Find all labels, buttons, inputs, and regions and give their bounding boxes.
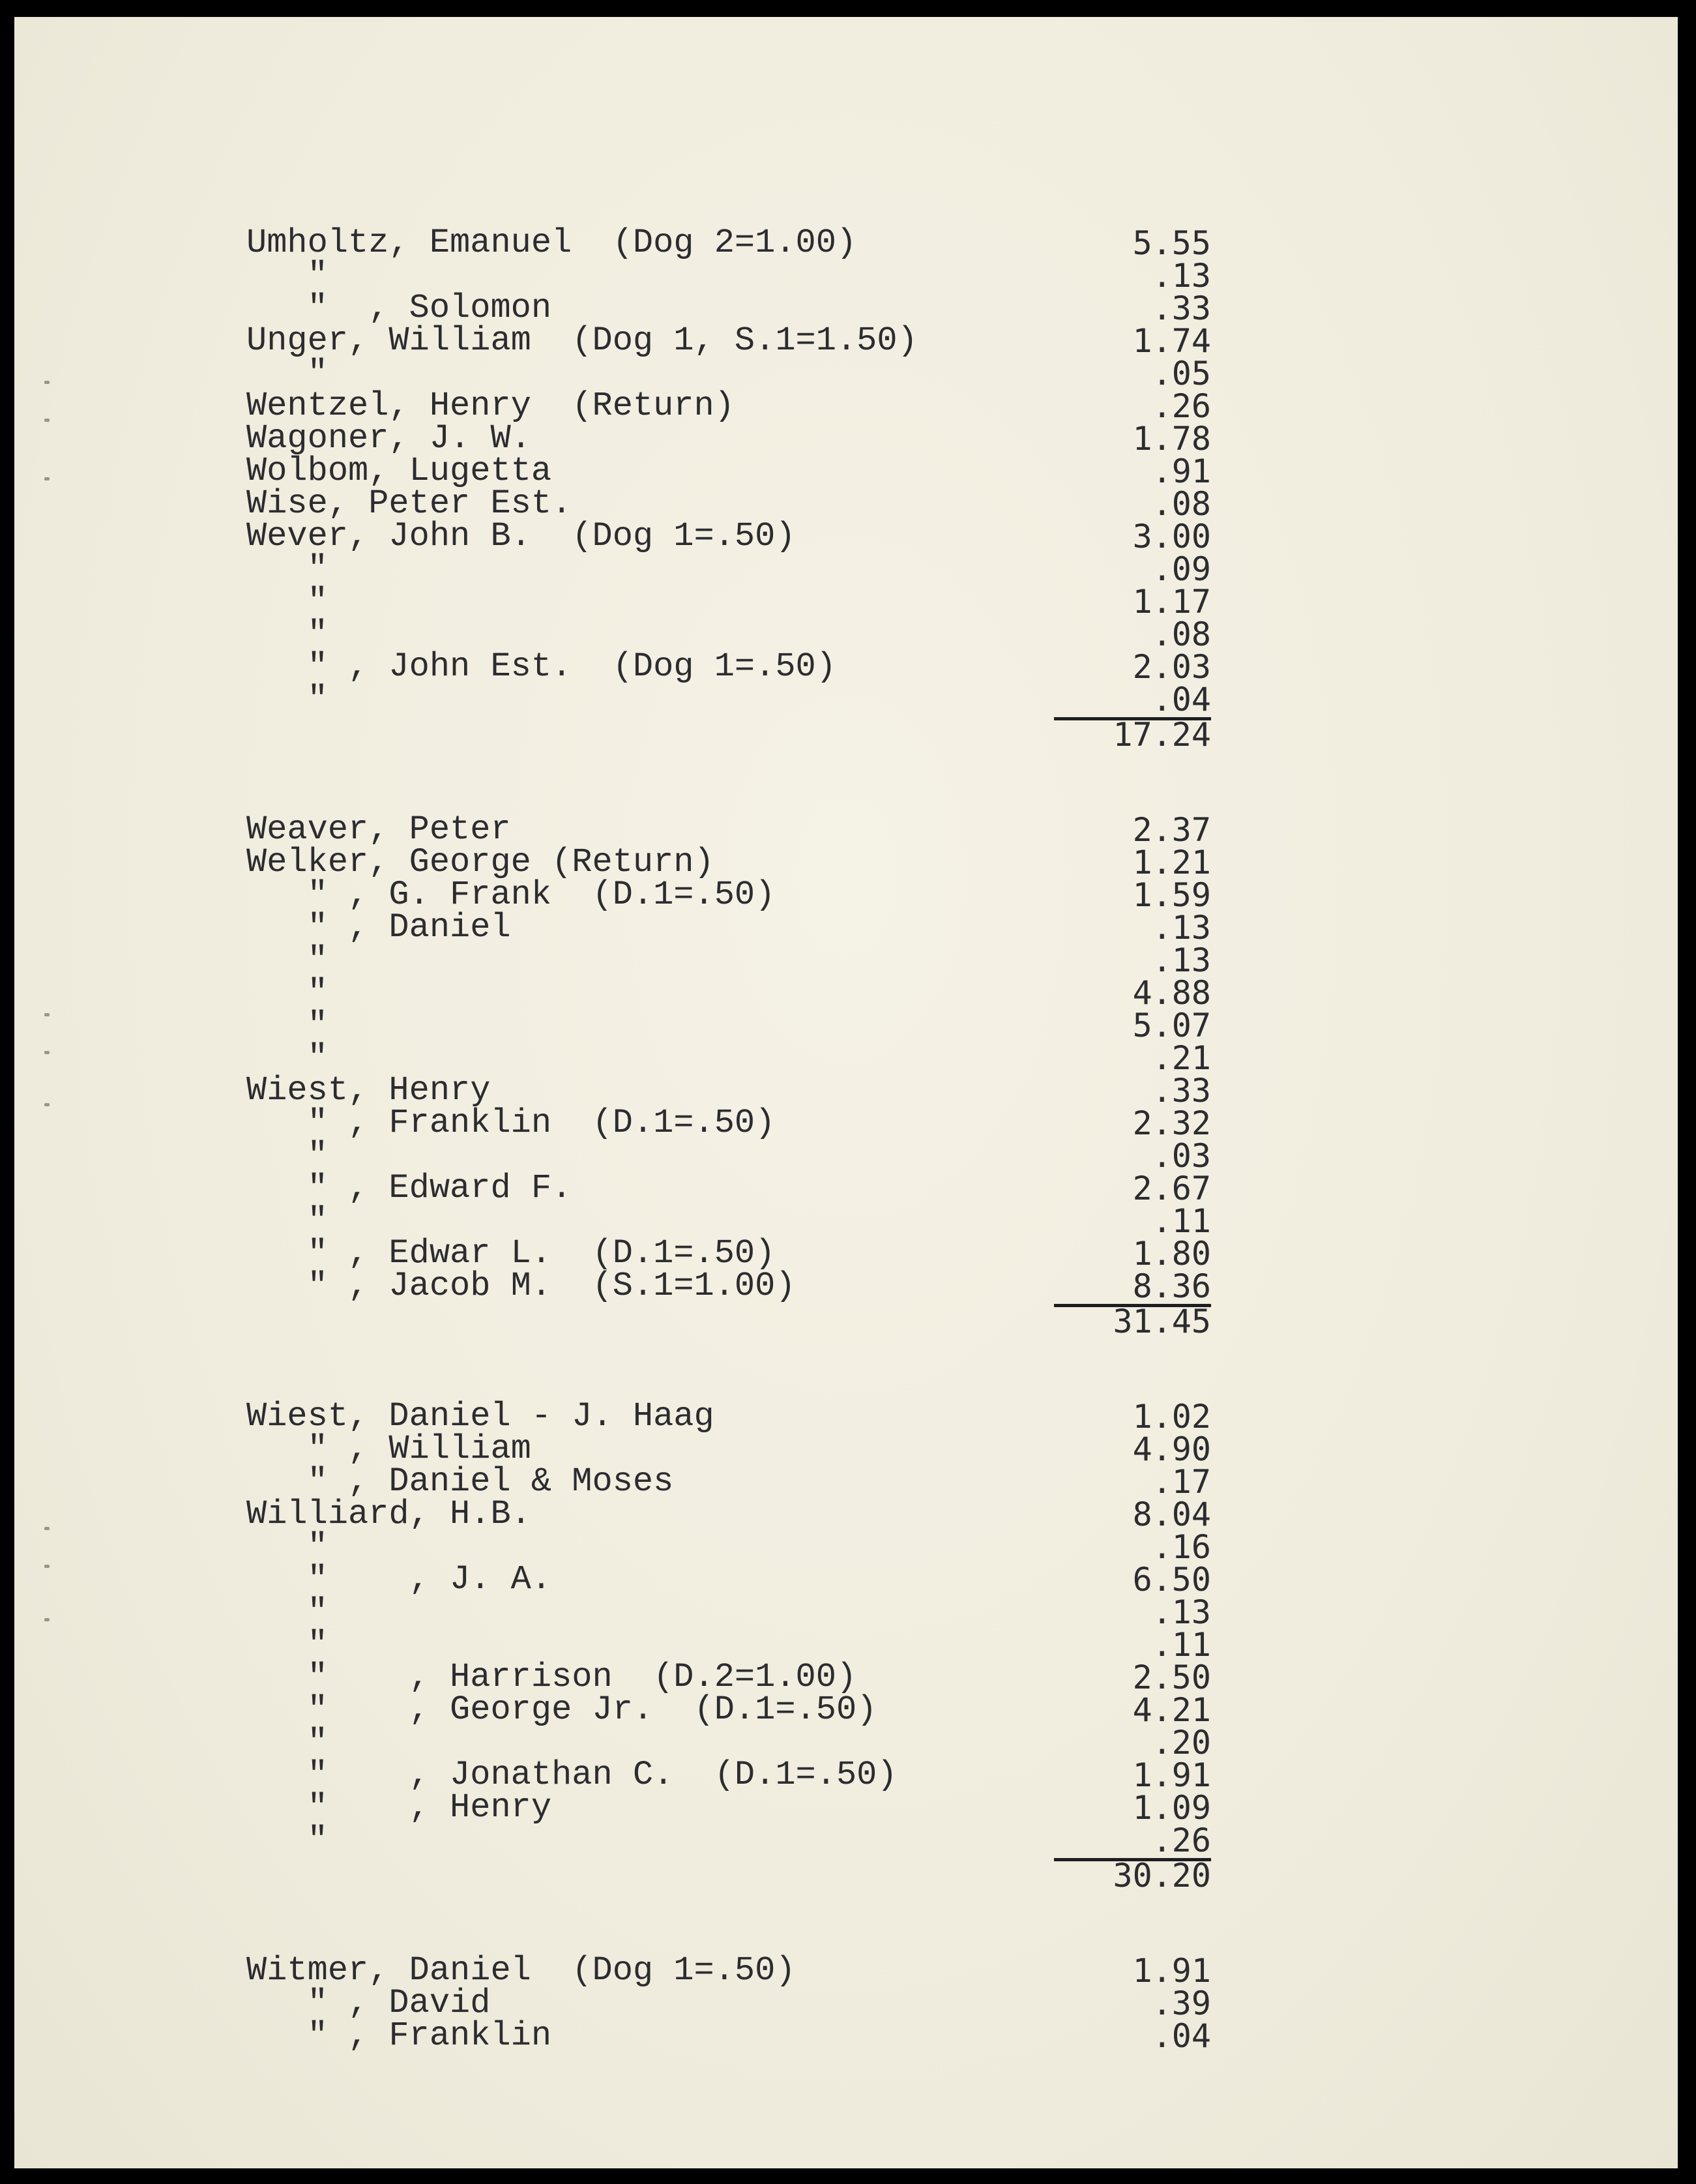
entry-amount: 8.36 bbox=[1132, 1267, 1211, 1305]
entry-name: " , Harrison (D.2=1.00) bbox=[246, 1658, 857, 1696]
entry-name: " bbox=[246, 680, 328, 718]
ledger-entry bbox=[246, 289, 1211, 327]
entry-name: " bbox=[246, 1006, 328, 1044]
group-total: 17.24 bbox=[1054, 717, 1211, 749]
entry-name: " bbox=[246, 1821, 328, 1859]
entry-amount: .04 bbox=[1152, 681, 1211, 718]
entry-name: " , Edward F. bbox=[246, 1169, 572, 1207]
entry-amount: 1.91 bbox=[1132, 1952, 1211, 1990]
entry-amount: .04 bbox=[1152, 2017, 1211, 2055]
entry-name: " , David bbox=[246, 1984, 491, 2022]
entry-amount: .13 bbox=[1152, 909, 1211, 947]
ledger-entry bbox=[246, 615, 1211, 653]
entry-amount: 1.59 bbox=[1132, 876, 1211, 914]
entry-amount: 2.37 bbox=[1132, 811, 1211, 849]
entry-name: " , Jacob M. (S.1=1.00) bbox=[246, 1267, 796, 1305]
ledger-entry bbox=[246, 1593, 1211, 1631]
entry-name: " , Franklin bbox=[246, 2016, 552, 2055]
ledger-entry bbox=[246, 941, 1211, 979]
ledger-entry bbox=[246, 582, 1211, 621]
entry-name: " , Solomon bbox=[246, 289, 552, 327]
ledger-entry bbox=[246, 973, 1211, 1012]
entry-amount: .33 bbox=[1152, 1072, 1211, 1110]
entry-name: " , John Est. (Dog 1=.50) bbox=[246, 647, 836, 686]
entry-name: " bbox=[246, 1723, 328, 1762]
entry-amount: .26 bbox=[1152, 1822, 1211, 1859]
entry-amount: 5.07 bbox=[1132, 1007, 1211, 1044]
entry-amount: 1.78 bbox=[1132, 420, 1211, 458]
ledger-entry bbox=[246, 224, 1211, 262]
entry-name: Witmer, Daniel (Dog 1=.50) bbox=[246, 1951, 796, 1990]
entry-amount: 4.88 bbox=[1132, 974, 1211, 1012]
ledger-entry bbox=[246, 1169, 1211, 1207]
entry-name: Welker, George (Return) bbox=[246, 843, 714, 881]
entry-amount: .20 bbox=[1152, 1724, 1211, 1762]
entry-name: " bbox=[246, 550, 328, 588]
entry-name: Wever, John B. (Dog 1=.50) bbox=[246, 517, 796, 555]
entry-amount: .11 bbox=[1152, 1202, 1211, 1240]
ledger-list bbox=[246, 224, 1211, 2055]
entry-name: " , G. Frank (D.1=.50) bbox=[246, 876, 776, 914]
group-total-row bbox=[246, 1303, 1211, 1340]
entry-name: " bbox=[246, 1202, 328, 1240]
margin-punch-mark bbox=[44, 1565, 50, 1568]
entry-name: " bbox=[246, 615, 328, 653]
entry-amount: 1.02 bbox=[1132, 1398, 1211, 1436]
ledger-entry bbox=[246, 647, 1211, 686]
ledger-entry bbox=[246, 1756, 1211, 1794]
entry-amount: 6.50 bbox=[1132, 1561, 1211, 1599]
group-spacer bbox=[246, 1335, 1211, 1400]
ledger-page bbox=[14, 17, 1678, 2168]
entry-amount: 4.90 bbox=[1132, 1430, 1211, 1468]
ledger-entry bbox=[246, 1625, 1211, 1664]
entry-name: " bbox=[246, 1136, 328, 1175]
entry-amount: .91 bbox=[1152, 452, 1211, 490]
margin-punch-mark bbox=[44, 419, 50, 422]
margin-punch-mark bbox=[44, 381, 50, 384]
ledger-entry bbox=[246, 1202, 1211, 1240]
entry-name: Wise, Peter Est. bbox=[246, 484, 572, 523]
entry-name: Wiest, Henry bbox=[246, 1071, 491, 1110]
ledger-entry bbox=[246, 387, 1211, 425]
entry-amount: .08 bbox=[1152, 615, 1211, 653]
ledger-entry bbox=[246, 810, 1211, 849]
entry-amount: .09 bbox=[1152, 550, 1211, 588]
ledger-entry bbox=[246, 1136, 1211, 1175]
group-spacer bbox=[246, 1889, 1211, 1955]
entry-amount: .17 bbox=[1152, 1463, 1211, 1501]
ledger-entry bbox=[246, 1951, 1211, 1990]
entry-amount: .13 bbox=[1152, 941, 1211, 979]
entry-name: Wiest, Daniel - J. Haag bbox=[246, 1397, 714, 1436]
entry-amount: .26 bbox=[1152, 387, 1211, 425]
ledger-entry bbox=[246, 1984, 1211, 2022]
ledger-group bbox=[246, 810, 1211, 1340]
group-total: 30.20 bbox=[1054, 1858, 1211, 1890]
entry-name: Wentzel, Henry (Return) bbox=[246, 387, 735, 425]
ledger-entry bbox=[246, 1397, 1211, 1436]
entry-name: Unger, William (Dog 1, S.1=1.50) bbox=[246, 321, 918, 360]
ledger-entry bbox=[246, 1462, 1211, 1501]
entry-amount: 3.00 bbox=[1132, 518, 1211, 555]
ledger-entry bbox=[246, 517, 1211, 555]
entry-amount: .33 bbox=[1152, 289, 1211, 327]
ledger-entry bbox=[246, 1104, 1211, 1142]
ledger-entry bbox=[246, 1690, 1211, 1729]
entry-name: " bbox=[246, 973, 328, 1012]
entry-name: " , Daniel & Moses bbox=[246, 1462, 674, 1501]
entry-name: " , Henry bbox=[246, 1788, 552, 1827]
margin-punch-mark bbox=[44, 1013, 50, 1016]
entry-name: " , George Jr. (D.1=.50) bbox=[246, 1690, 877, 1729]
entry-name: " bbox=[246, 1527, 328, 1566]
ledger-entry bbox=[246, 354, 1211, 392]
ledger-entry bbox=[246, 1560, 1211, 1599]
entry-name: " bbox=[246, 256, 328, 295]
entry-amount: .05 bbox=[1152, 355, 1211, 392]
entry-name: " , Edwar L. (D.1=.50) bbox=[246, 1234, 776, 1273]
entry-name: Umholtz, Emanuel (Dog 2=1.00) bbox=[246, 224, 857, 262]
ledger-entry bbox=[246, 452, 1211, 490]
entry-name: " , Franklin (D.1=.50) bbox=[246, 1104, 776, 1142]
ledger-entry bbox=[246, 1495, 1211, 1533]
margin-punch-mark bbox=[44, 1103, 50, 1106]
ledger-group bbox=[246, 224, 1211, 754]
ledger-entry bbox=[246, 550, 1211, 588]
ledger-entry bbox=[246, 321, 1211, 360]
group-total-row bbox=[246, 716, 1211, 754]
ledger-entry bbox=[246, 1658, 1211, 1696]
entry-amount: 1.21 bbox=[1132, 844, 1211, 881]
entry-amount: 2.50 bbox=[1132, 1659, 1211, 1696]
margin-punch-mark bbox=[44, 1051, 50, 1054]
group-spacer bbox=[246, 748, 1211, 814]
ledger-entry bbox=[246, 1039, 1211, 1077]
entry-name: " bbox=[246, 354, 328, 392]
entry-amount: .03 bbox=[1152, 1137, 1211, 1175]
ledger-entry bbox=[246, 484, 1211, 523]
ledger-entry bbox=[246, 876, 1211, 914]
entry-amount: 2.67 bbox=[1132, 1170, 1211, 1207]
ledger-entry bbox=[246, 1821, 1211, 1859]
entry-amount: 8.04 bbox=[1132, 1496, 1211, 1533]
ledger-entry bbox=[246, 2016, 1211, 2055]
entry-amount: 1.91 bbox=[1132, 1756, 1211, 1794]
ledger-entry bbox=[246, 419, 1211, 458]
entry-name: Wolbom, Lugetta bbox=[246, 452, 552, 490]
ledger-entry bbox=[246, 1267, 1211, 1305]
entry-name: " , Daniel bbox=[246, 908, 511, 947]
entry-amount: .13 bbox=[1152, 257, 1211, 295]
margin-punch-mark bbox=[44, 477, 50, 480]
margin-punch-mark bbox=[44, 1618, 50, 1621]
group-total: 31.45 bbox=[1054, 1304, 1211, 1336]
entry-name: " , J. A. bbox=[246, 1560, 552, 1599]
ledger-entry bbox=[246, 1234, 1211, 1273]
ledger-entry bbox=[246, 1723, 1211, 1762]
entry-name: " bbox=[246, 1593, 328, 1631]
entry-amount: 1.17 bbox=[1132, 583, 1211, 621]
entry-amount: .21 bbox=[1152, 1039, 1211, 1077]
ledger-entry bbox=[246, 1788, 1211, 1827]
entry-name: Weaver, Peter bbox=[246, 810, 511, 849]
entry-name: " , Jonathan C. (D.1=.50) bbox=[246, 1756, 898, 1794]
ledger-group bbox=[246, 1397, 1211, 1895]
ledger-entry bbox=[246, 908, 1211, 947]
entry-name: " bbox=[246, 1625, 328, 1664]
entry-amount: 1.09 bbox=[1132, 1789, 1211, 1827]
entry-amount: .08 bbox=[1152, 485, 1211, 523]
entry-name: " bbox=[246, 582, 328, 621]
entry-name: " , William bbox=[246, 1430, 531, 1468]
ledger-entry bbox=[246, 843, 1211, 881]
ledger-entry bbox=[246, 1071, 1211, 1110]
entry-amount: .39 bbox=[1152, 1985, 1211, 2022]
entry-amount: .16 bbox=[1152, 1528, 1211, 1566]
entry-name: Wagoner, J. W. bbox=[246, 419, 531, 458]
entry-name: " bbox=[246, 941, 328, 979]
ledger-entry bbox=[246, 1006, 1211, 1044]
entry-amount: .13 bbox=[1152, 1593, 1211, 1631]
entry-amount: 1.74 bbox=[1132, 322, 1211, 360]
entry-amount: 1.80 bbox=[1132, 1235, 1211, 1273]
ledger-entry bbox=[246, 1430, 1211, 1468]
ledger-group bbox=[246, 1951, 1211, 2055]
entry-amount: 2.03 bbox=[1132, 648, 1211, 686]
entry-name: " bbox=[246, 1039, 328, 1077]
margin-punch-mark bbox=[44, 1527, 50, 1530]
entry-amount: .11 bbox=[1152, 1626, 1211, 1664]
entry-amount: 5.55 bbox=[1132, 224, 1211, 262]
ledger-entry bbox=[246, 256, 1211, 295]
ledger-entry bbox=[246, 1527, 1211, 1566]
entry-name: Williard, H.B. bbox=[246, 1495, 531, 1533]
group-total-row bbox=[246, 1857, 1211, 1895]
ledger-entry bbox=[246, 680, 1211, 718]
entry-amount: 2.32 bbox=[1132, 1104, 1211, 1142]
entry-amount: 4.21 bbox=[1132, 1691, 1211, 1729]
